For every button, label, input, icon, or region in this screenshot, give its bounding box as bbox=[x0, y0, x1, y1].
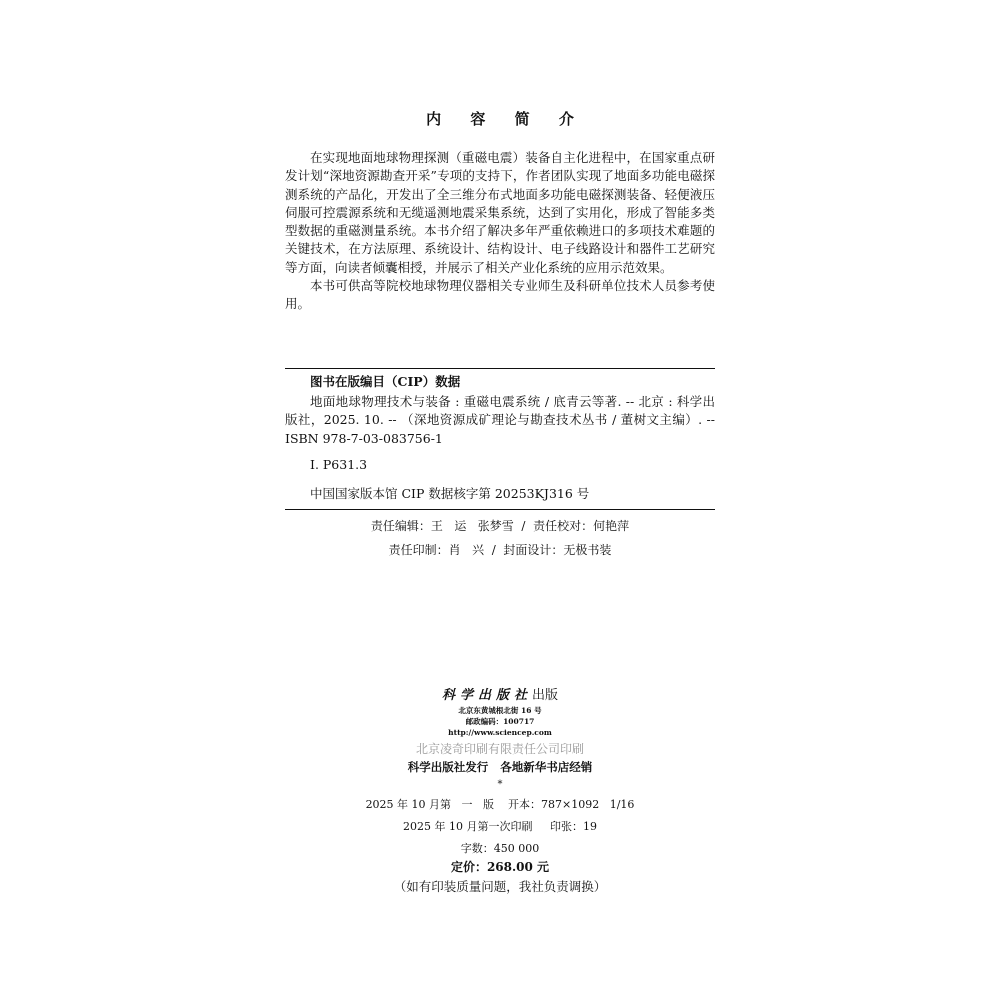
cip-classification: Ⅰ. P631.3 bbox=[310, 457, 368, 472]
publisher-address: 北京东黄城根北街 16 号 bbox=[458, 706, 542, 715]
publisher-suffix: 出版 bbox=[532, 688, 559, 703]
printer-name: 北京凌奇印刷有限责任公司印刷 bbox=[415, 742, 584, 756]
summary-body bbox=[285, 149, 715, 314]
publisher-line bbox=[285, 687, 715, 705]
cip-entry: 地面地球物理技术与装备 : 重磁电震系统 / 底青云等著. -- 北京 : 科学出版社，2025. 10. -- （深地资源成矿理论与勘查技术丛书 / 董树文主编）. -- ISBN 978-7-03-083756-1 bbox=[285, 393, 715, 446]
separator-star: * bbox=[497, 779, 503, 790]
imprint-block bbox=[285, 687, 715, 896]
copyright-page bbox=[285, 0, 715, 1000]
word-count: 字数：450 000 bbox=[460, 842, 540, 855]
cip-top-rule bbox=[285, 368, 715, 369]
price: 定价：268.00 元 bbox=[450, 860, 550, 874]
quality-note: （如有印装质量问题，我社负责调换） bbox=[393, 879, 607, 894]
summary-heading: 内 容 简 介 bbox=[426, 110, 586, 128]
summary-paragraph: 本书可供高等院校地球物理仪器相关专业师生及科研单位技术人员参考使用。 bbox=[285, 278, 715, 312]
cip-title: 图书在版编目（CIP）数据 bbox=[310, 374, 461, 389]
publisher-postcode: 邮政编码：100717 bbox=[465, 717, 535, 726]
credits-production: 责任印制：肖 兴 / 封面设计：无极书装 bbox=[388, 543, 612, 557]
cip-block bbox=[285, 373, 715, 503]
edition-line: 2025 年 10 月第 一 版 开本：787×1092 1/16 bbox=[365, 798, 635, 811]
cip-verification: 中国国家版本馆 CIP 数据核字第 20253KJ316 号 bbox=[310, 485, 590, 501]
summary-paragraph: 在实现地面地球物理探测（重磁电震）装备自主化进程中，在国家重点研发计划“深地资源勘查开采”专项的支持下，作者团队实现了地面多功能电磁探测系统的产品化，开发出了全三维分布式地面多功能电磁探测装备、轻便液压伺服可控震源系统和无缆遥测地震采集系统，达到了实用化，形成了智能多类型数据的重磁测量系统。本书介绍了解决多年严重依赖进口的多项技术难题的关键技术，在方法原理、系统设计、结构设计、电子线路设计和器件工艺研究等方面，向读者倾囊相授，并展示了相关产业化系统的应用示范效果。 bbox=[285, 150, 715, 275]
printing-line: 2025 年 10 月第一次印刷 印张：19 bbox=[403, 820, 597, 833]
publisher-logo: 科学出版社 bbox=[441, 688, 532, 703]
credits-editors: 责任编辑：王 运 张梦雪 / 责任校对：何艳萍 bbox=[370, 519, 630, 533]
cip-bottom-rule bbox=[285, 509, 715, 510]
credits-block bbox=[285, 514, 715, 562]
distribution-line: 科学出版社发行 各地新华书店经销 bbox=[407, 760, 593, 774]
publisher-website: http://www.sciencep.com bbox=[448, 728, 552, 737]
